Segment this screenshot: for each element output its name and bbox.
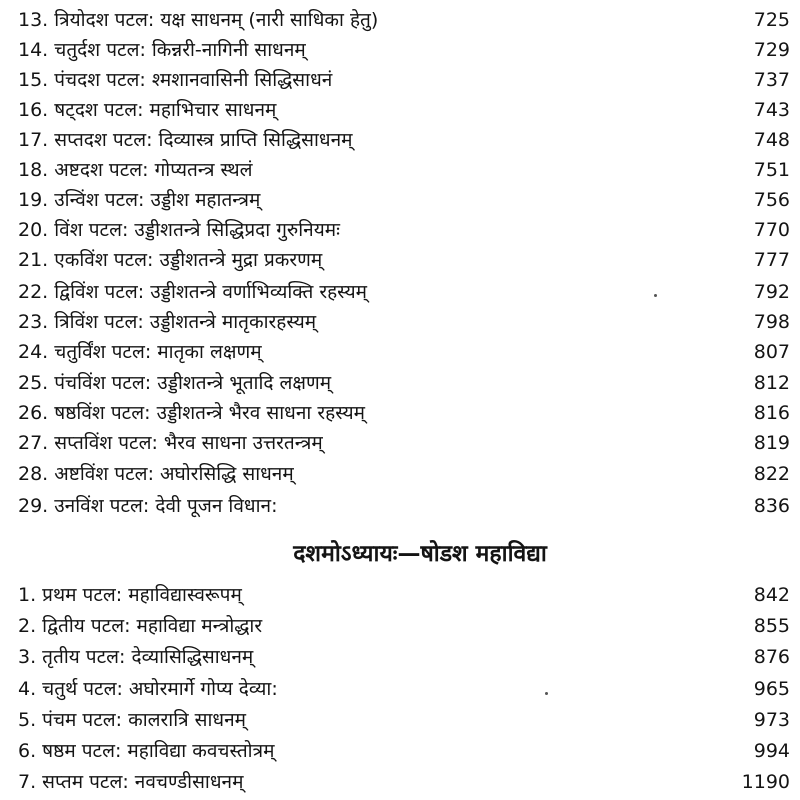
toc-row (0, 185, 800, 215)
toc-page-number: 876 (753, 646, 790, 668)
toc-entry-title: 14. चतुर्दश पटल: किन्नरी-नागिनी साधनम् (18, 39, 306, 61)
toc-page-number: 751 (753, 159, 790, 181)
toc-row (0, 705, 800, 735)
toc-entry-title: 1. प्रथम पटल: महाविद्यास्वरूपम् (18, 584, 242, 606)
toc-row (0, 428, 800, 458)
toc-page-number: 777 (753, 249, 790, 271)
toc-row (0, 5, 800, 35)
toc-row (0, 337, 800, 367)
toc-entry-title: 27. सप्तविंश पटल: भैरव साधना उत्तरतन्त्रम् (18, 432, 323, 454)
toc-page-number: 842 (753, 584, 790, 606)
toc-page-number: 1190 (741, 771, 790, 793)
toc-row (0, 277, 800, 307)
toc-page-number: 756 (753, 189, 790, 211)
speck (545, 692, 548, 695)
toc-entry-title: 17. सप्तदश पटल: दिव्यास्त्र प्राप्ति सिद्धिसाधनम् (18, 129, 353, 151)
toc-row (0, 368, 800, 398)
toc-page-number: 743 (753, 99, 790, 121)
toc-entry-title: 22. द्विविंश पटल: उड्डीशतन्त्रे वर्णाभिव्यक्ति रहस्यम् (18, 281, 367, 303)
toc-entry-title: 3. तृतीय पटल: देव्यासिद्धिसाधनम् (18, 646, 254, 668)
toc-entry-title: 25. पंचविंश पटल: उड्डीशतन्त्रे भूतादि लक्षणम् (18, 372, 332, 394)
toc-entry-title: 24. चतुर्विंश पटल: मातृका लक्षणम् (18, 341, 262, 363)
toc-row (0, 611, 800, 641)
toc-page-number: 729 (753, 39, 790, 61)
toc-row (0, 125, 800, 155)
toc-entry-title: 7. सप्तम पटल: नवचण्डीसाधनम् (18, 771, 244, 793)
toc-page-number: 812 (753, 372, 790, 394)
toc-entry-title: 18. अष्टदश पटल: गोप्यतन्त्र स्थलं (18, 159, 253, 181)
toc-row (0, 307, 800, 337)
toc-page-number: 819 (753, 432, 790, 454)
toc-row (0, 459, 800, 489)
toc-entry-title: 15. पंचदश पटल: श्मशानवासिनी सिद्धिसाधनं (18, 69, 333, 91)
toc-page-number: 807 (753, 341, 790, 363)
toc-row (0, 65, 800, 95)
speck (654, 294, 657, 297)
toc-page-number: 822 (753, 463, 790, 485)
toc-page-number: 973 (753, 709, 790, 731)
toc-page-number: 725 (753, 9, 790, 31)
toc-page-number: 965 (753, 678, 790, 700)
toc-page-number: 770 (753, 219, 790, 241)
toc-entry-title: 4. चतुर्थ पटल: अघोरमार्गे गोप्य देव्या: (18, 678, 278, 700)
toc-entry-title: 26. षष्ठविंश पटल: उड्डीशतन्त्रे भैरव साधना रहस्यम् (18, 402, 365, 424)
toc-row (0, 736, 800, 766)
toc-page-number: 855 (753, 615, 790, 637)
toc-row (0, 767, 800, 797)
toc-entry-title: 20. विंश पटल: उड्डीशतन्त्रे सिद्धिप्रदा गुरुनियमः (18, 219, 340, 241)
toc-page-number: 737 (753, 69, 790, 91)
toc-row (0, 155, 800, 185)
toc-entry-title: 16. षट्दश पटल: महाभिचार साधनम् (18, 99, 277, 121)
toc-page-number: 816 (753, 402, 790, 424)
toc-entry-title: 19. उन्विंश पटल: उड्डीश महातन्त्रम् (18, 189, 261, 211)
toc-row (0, 95, 800, 125)
toc-entry-title: 21. एकविंश पटल: उड्डीशतन्त्रे मुद्रा प्रकरणम् (18, 249, 323, 271)
chapter-heading-text: दशमोऽध्यायः—षोडश महाविद्या (293, 541, 547, 567)
toc-entry-title: 29. उनविंश पटल: देवी पूजन विधान: (18, 495, 278, 517)
toc-entry-title: 5. पंचम पटल: कालरात्रि साधनम् (18, 709, 247, 731)
toc-entry-title: 2. द्वितीय पटल: महाविद्या मन्त्रोद्धार (18, 615, 263, 637)
toc-entry-title: 6. षष्ठम पटल: महाविद्या कवचस्तोत्रम् (18, 740, 275, 762)
toc-entry-title: 13. त्रियोदश पटल: यक्ष साधनम् (नारी साधिका हेतु) (18, 9, 379, 31)
toc-page-number: 798 (753, 311, 790, 333)
toc-page-number: 748 (753, 129, 790, 151)
toc-entry-title: 23. त्रिविंश पटल: उड्डीशतन्त्रे मातृकारहस्यम् (18, 311, 317, 333)
toc-page-number: 836 (753, 495, 790, 517)
toc-row (0, 491, 800, 521)
toc-row (0, 580, 800, 610)
chapter-heading (0, 537, 800, 571)
toc-row (0, 398, 800, 428)
toc-entry-title: 28. अष्टविंश पटल: अघोरसिद्धि साधनम् (18, 463, 294, 485)
toc-row (0, 215, 800, 245)
toc-row (0, 245, 800, 275)
toc-row (0, 674, 800, 704)
toc-row (0, 35, 800, 65)
toc-row (0, 642, 800, 672)
toc-page-number: 994 (753, 740, 790, 762)
toc-page-number: 792 (753, 281, 790, 303)
